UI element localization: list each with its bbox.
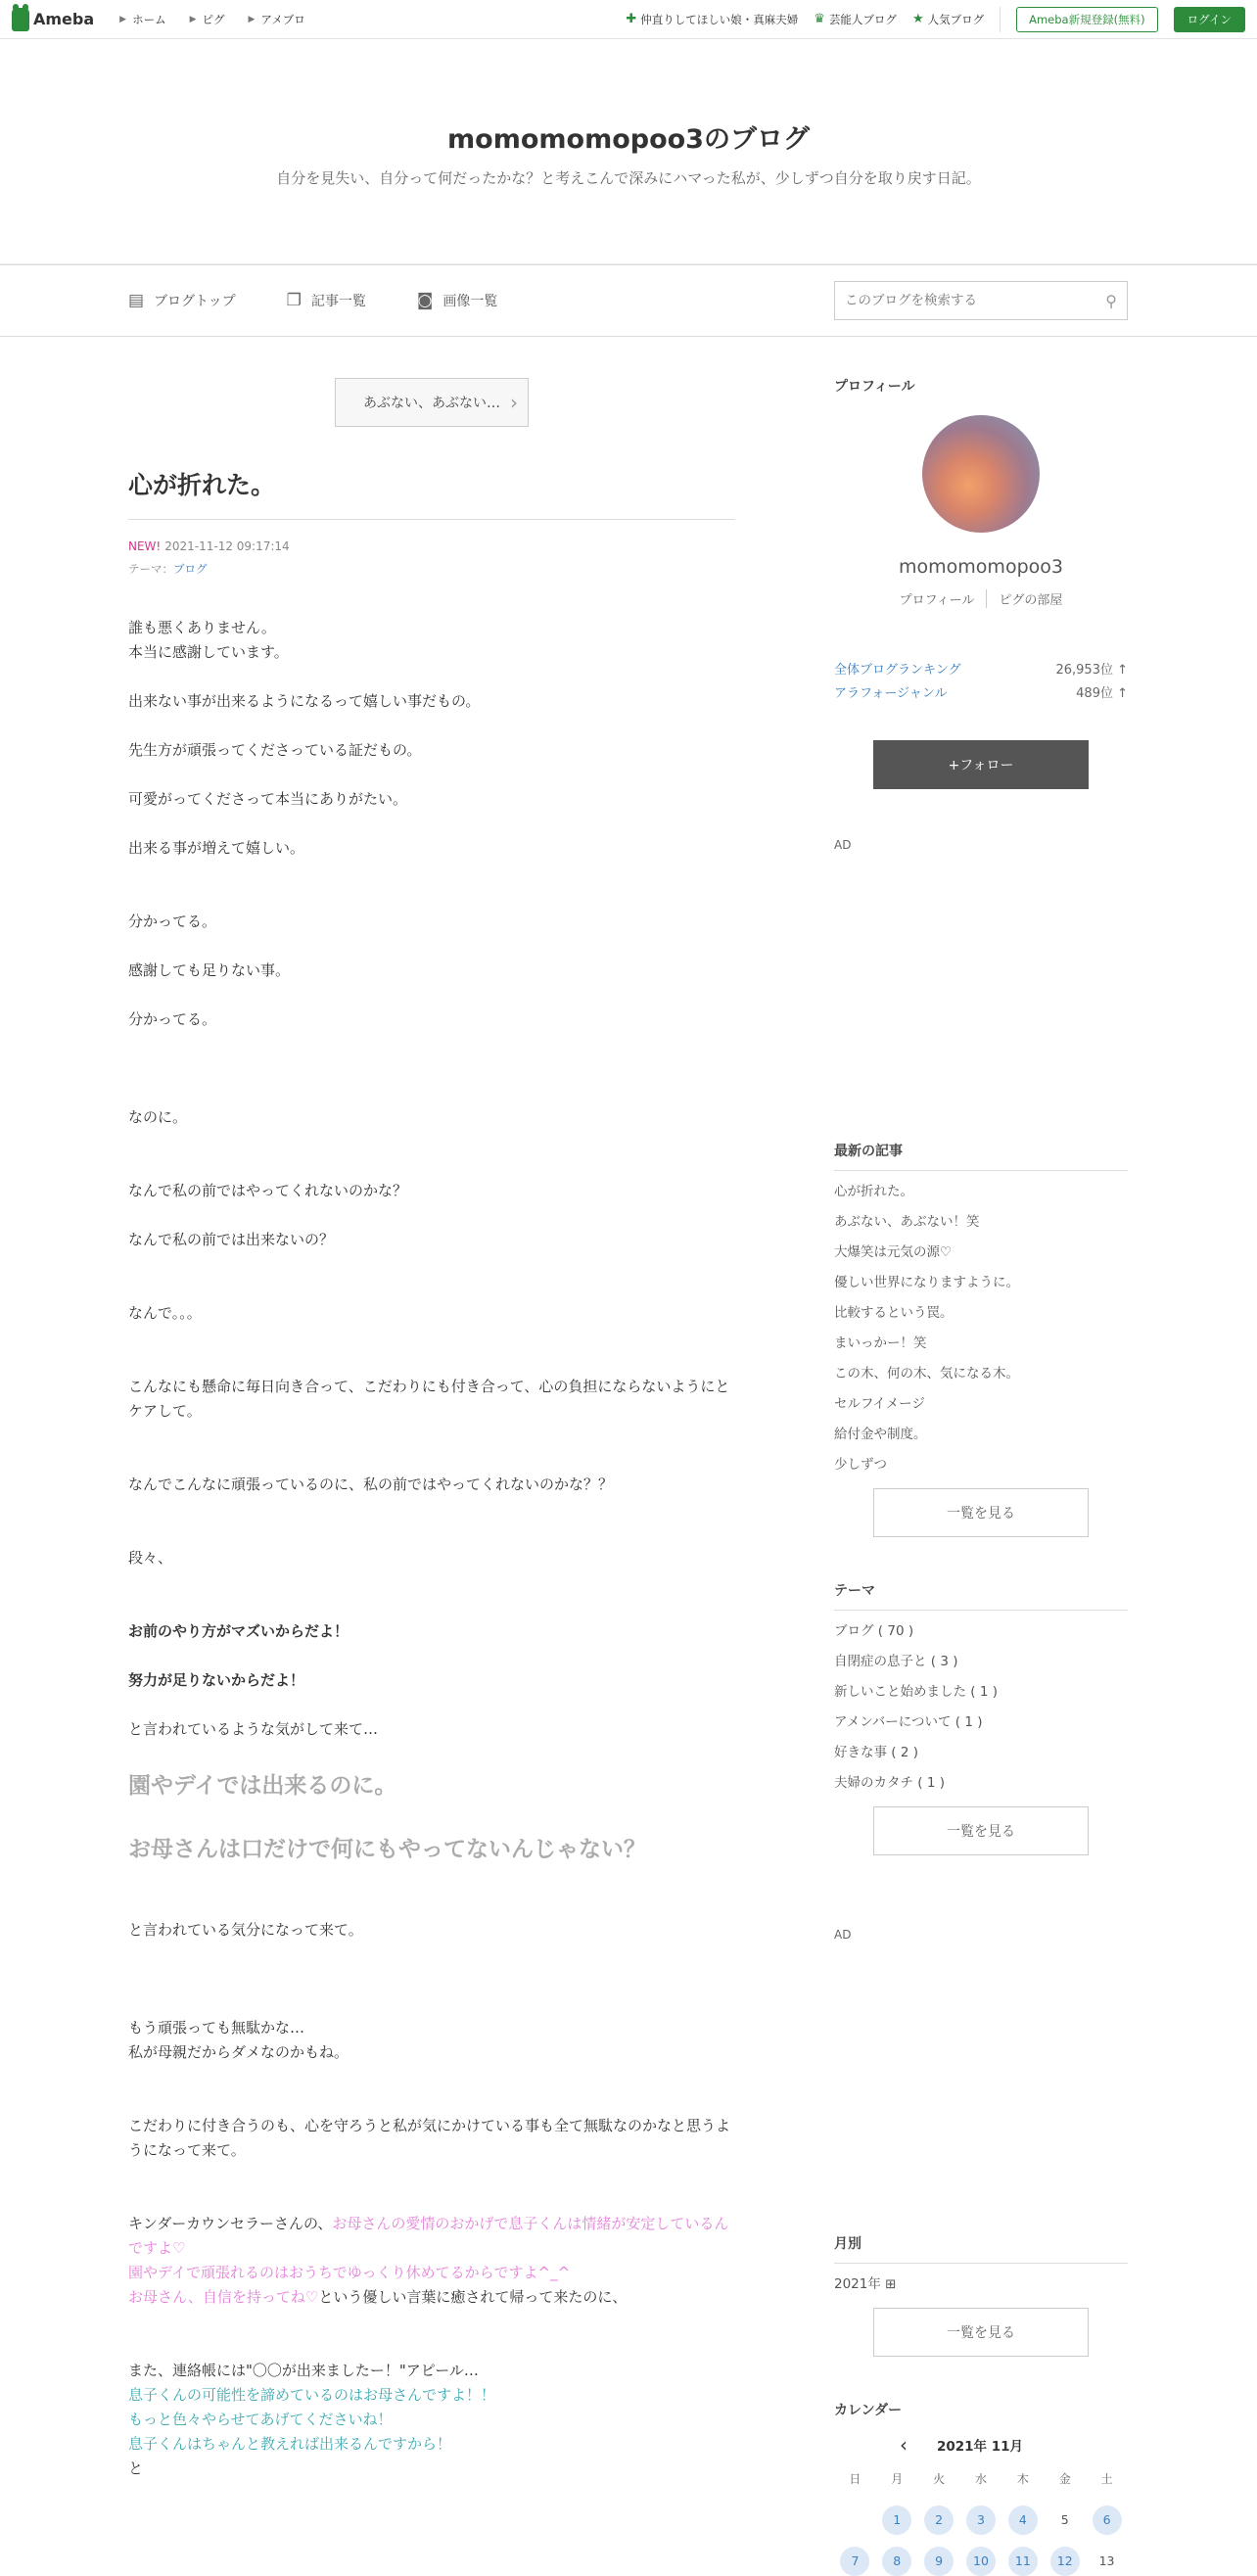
monthly-heading: 月別	[834, 2236, 861, 2252]
paragraph: と言われているような気がして来て…	[128, 1720, 379, 1738]
monthly-more-button[interactable]: 一覧を見る	[873, 2308, 1089, 2357]
calendar-day[interactable]	[876, 2547, 918, 2576]
celebrity-blog-link[interactable]	[814, 12, 897, 27]
calendar-day-number: 7	[840, 2547, 869, 2576]
ranking-overall-link[interactable]: 全体ブログランキング	[834, 663, 961, 678]
paragraph	[128, 934, 735, 959]
ranking-value: 26,953位 ↑	[1055, 663, 1128, 678]
paragraph	[128, 1693, 735, 1717]
calendar-heading: カレンダー	[834, 2403, 903, 2418]
calendar-day-number: 13	[1098, 2553, 1115, 2568]
theme-more-button[interactable]: 一覧を見る	[873, 1806, 1089, 1855]
popular-blog-link[interactable]	[912, 12, 984, 27]
paragraph	[128, 1943, 735, 1967]
rankings	[834, 659, 1128, 701]
paragraph: お前のやり方がマズいからだよ！	[128, 1622, 349, 1640]
paragraph	[128, 2187, 735, 2212]
paragraph	[128, 1203, 735, 1228]
theme-link[interactable]: ブログ	[173, 562, 208, 576]
paragraph: もっと色々やらせてあげてくださいね！	[128, 2411, 393, 2428]
calendar-weekday: 火	[933, 2472, 946, 2486]
theme-label: テーマ：	[128, 562, 173, 576]
paragraph	[128, 1991, 735, 2016]
top-nav-pigg[interactable]	[178, 12, 237, 27]
paragraph: と	[128, 2459, 144, 2477]
paragraph	[128, 885, 735, 910]
calendar-day-number: 1	[882, 2506, 911, 2535]
top-nav-label: アメブロ	[260, 12, 305, 26]
monthly-list	[834, 2263, 1128, 2304]
search-input[interactable]	[845, 293, 1105, 308]
profile-link[interactable]: プロフィール	[899, 593, 975, 608]
counselor-quote: お母さんの愛情のおかげで息子くんは情緒が安定しているんですよ♡	[128, 2215, 729, 2257]
paragraph	[128, 861, 735, 885]
plus-icon: ✚	[626, 12, 637, 26]
paragraph	[128, 2163, 735, 2187]
recent-article-link[interactable]: あぶない、あぶない！笑	[834, 1214, 980, 1230]
paragraph: 可愛がってくださって本当にありがたい。	[128, 790, 408, 808]
recent-more-button[interactable]: 一覧を見る	[873, 1488, 1089, 1537]
paragraph: なんで。。。	[128, 1304, 202, 1322]
recent-heading: 最新の記事	[834, 1144, 903, 1159]
ranking-genre-link[interactable]: アラフォージャンル	[834, 686, 948, 701]
paragraph	[128, 1154, 735, 1179]
top-nav-ameblo[interactable]	[237, 12, 317, 27]
monthly-item[interactable]	[834, 2273, 1128, 2304]
calendar-day-number: 11	[1008, 2547, 1038, 2576]
calendar-weekday: 日	[849, 2472, 861, 2486]
top-nav-label: ピグ	[202, 12, 225, 26]
calendar-day[interactable]	[834, 2547, 876, 2576]
counselor-text: という優しい言葉に癒されて帰って来たのに、	[318, 2288, 628, 2306]
top-nav-label: ホーム	[132, 12, 166, 26]
top-nav-home[interactable]	[108, 12, 177, 27]
blog-search	[834, 281, 1128, 320]
article-date: 2021-11-12 09:17:14	[164, 539, 290, 553]
theme-link[interactable]: 新しいこと始めました ( 1 )	[834, 1684, 998, 1700]
paragraph: 園やデイでは出来るのに。	[128, 1773, 397, 1799]
nav-image-list[interactable]	[417, 291, 498, 310]
paragraph	[128, 1130, 735, 1154]
calendar-day-number: 10	[966, 2547, 996, 2576]
article-title[interactable]: 心が折れた。	[128, 466, 735, 520]
paragraph	[128, 1595, 735, 1619]
calendar-day-number: 4	[1008, 2506, 1038, 2535]
chevron-left-icon[interactable]: ‹	[899, 2433, 908, 2457]
top-right	[626, 7, 1245, 32]
calendar-day[interactable]	[960, 2506, 1002, 2535]
paragraph: と言われている気分になって来て。	[128, 1921, 363, 1939]
calendar-day[interactable]	[918, 2506, 960, 2535]
recent-list	[834, 1170, 1128, 1484]
crown-icon: ♛	[814, 12, 825, 26]
calendar-day-number: 2	[924, 2506, 954, 2535]
calendar-day[interactable]	[1001, 2547, 1044, 2576]
paragraph	[128, 1252, 735, 1277]
paragraph	[128, 1570, 735, 1595]
paragraph: 分かってる。	[128, 1010, 217, 1028]
paragraph	[128, 1424, 735, 1448]
paragraph	[128, 714, 735, 738]
article-body	[128, 616, 735, 2212]
paragraph: 先生方が頑張ってくださっている証だもの。	[128, 741, 422, 759]
paragraph	[128, 1277, 735, 1301]
profile-name[interactable]: momomomopoo3	[899, 556, 1063, 578]
paragraph	[128, 2065, 735, 2089]
main-column	[128, 337, 735, 2481]
calendar-weekday: 月	[891, 2472, 904, 2486]
paragraph	[128, 1350, 735, 1375]
recent-article-link[interactable]: 心が折れた。	[834, 1184, 913, 1199]
theme-link[interactable]: ブログ ( 70 )	[834, 1623, 914, 1639]
theme-link[interactable]: 好きな事 ( 2 )	[834, 1745, 918, 1760]
theme-link[interactable]: 夫婦のカタチ ( 1 )	[834, 1775, 945, 1791]
paragraph	[128, 1326, 735, 1350]
paragraph: もう頑張っても無駄かな…	[128, 2019, 305, 2037]
paragraph	[128, 763, 735, 787]
expand-icon[interactable]: ⊞	[880, 2276, 897, 2292]
register-button[interactable]: Ameba新規登録(無料)	[1016, 7, 1157, 32]
calendar-day-number: 8	[882, 2547, 911, 2576]
nav-label: 記事一覧	[310, 294, 366, 309]
ameba-logo[interactable]	[12, 8, 94, 31]
ad-label: AD	[834, 838, 852, 852]
paragraph: 段々、	[128, 1549, 173, 1567]
paragraph: 私が母親だからダメなのかもね。	[128, 2043, 349, 2061]
calendar-day[interactable]	[960, 2547, 1002, 2576]
paragraph	[128, 1056, 735, 1081]
calendar-weekday: 水	[974, 2472, 987, 2486]
recent-article-link[interactable]: 給付金や制度。	[834, 1427, 927, 1442]
theme-list	[834, 1610, 1128, 1803]
counselor-text: キンダーカウンセラーさんの、	[128, 2215, 333, 2232]
paragraph: お母さんは口だけで何にもやってないんじゃない？	[128, 1837, 646, 1862]
recent-article-link[interactable]: まいっかー！笑	[834, 1335, 927, 1351]
star-icon: ★	[911, 12, 924, 26]
recent-article-link[interactable]: 比較するという罠。	[834, 1305, 954, 1321]
article-theme	[128, 561, 735, 577]
ad-label: AD	[834, 1928, 852, 1942]
nav-label: 画像一覧	[442, 294, 498, 309]
paragraph	[128, 1869, 735, 1894]
prev-article-button[interactable]	[335, 378, 529, 427]
calendar-day-number: 12	[1050, 2547, 1080, 2576]
theme-link[interactable]: 自閉症の息子と ( 3 )	[834, 1654, 958, 1669]
paragraph: 息子くんはちゃんと教えれば出来るんですから！	[128, 2435, 452, 2453]
paragraph: 出来ない事が出来るようになるって嬉しい事だもの。	[128, 692, 481, 710]
paragraph: なんで私の前では出来ないの？	[128, 1231, 335, 1248]
calendar-day[interactable]	[918, 2547, 960, 2576]
paragraph	[128, 1742, 735, 1766]
calendar-day-number: 6	[1093, 2506, 1122, 2535]
calendar-day-number: 5	[1060, 2512, 1069, 2527]
recent-article-link[interactable]: 大爆笑は元気の源♡	[834, 1244, 953, 1260]
counselor-paragraph	[128, 2212, 735, 2310]
theme-heading: テーマ	[834, 1583, 875, 1599]
chevron-right-icon: ▶	[119, 14, 127, 24]
ranking-value: 489位 ↑	[1076, 686, 1128, 701]
ranking-row	[834, 682, 1128, 701]
calendar-day-number: 9	[924, 2547, 954, 2576]
featured-link[interactable]	[626, 12, 798, 27]
calendar-grid	[834, 2464, 1128, 2576]
profile-links	[834, 589, 1128, 608]
paragraph: なのに。	[128, 1108, 188, 1126]
ranking-row	[834, 659, 1128, 678]
recent-article-link[interactable]: この木、何の木、気になる木。	[834, 1366, 1019, 1382]
avatar[interactable]	[922, 415, 1040, 533]
calendar-day-number: 3	[966, 2506, 996, 2535]
nav-label: ブログトップ	[154, 294, 236, 309]
celebrity-blog-label: 芸能人ブログ	[828, 12, 897, 26]
document-icon: ▤	[128, 291, 145, 310]
copy-icon: ❐	[286, 291, 302, 310]
sidebar	[834, 337, 1128, 2576]
recent-article-link[interactable]: 優しい世界になりますように。	[834, 1275, 1019, 1290]
paragraph	[128, 1032, 735, 1056]
monthly-year: 2021年	[834, 2276, 881, 2292]
ameba-logo-icon	[12, 8, 29, 31]
paragraph	[128, 1497, 735, 1522]
counselor-quote: 園やデイで頑張れるのはおうちでゆっくり休めてるからですよ^_^	[128, 2264, 571, 2281]
content	[0, 337, 1257, 2568]
nav-article-list[interactable]	[287, 291, 366, 310]
paragraph: 感謝しても足りない事。	[128, 961, 291, 979]
top-nav	[108, 12, 317, 27]
calendar-day	[1044, 2506, 1086, 2535]
blog-title[interactable]: momomomopoo3のブログ	[447, 124, 810, 155]
blog-nav	[0, 264, 1257, 337]
popular-blog-label: 人気ブログ	[927, 12, 985, 26]
new-badge: NEW!	[128, 539, 162, 553]
featured-link-label: 仲直りしてほしい娘・真麻夫婦	[640, 12, 799, 26]
prev-article-label: あぶない、あぶない…	[363, 396, 500, 411]
calendar-weekday: 土	[1100, 2472, 1113, 2486]
paragraph	[128, 1805, 735, 1830]
calendar-weekday: 木	[1016, 2472, 1029, 2486]
calendar-day[interactable]	[1086, 2506, 1128, 2535]
chevron-right-icon: ▶	[248, 14, 256, 24]
paragraph	[128, 1522, 735, 1546]
follow-button[interactable]: +フォロー	[873, 740, 1089, 789]
paragraph	[128, 1081, 735, 1105]
login-button[interactable]: ログイン	[1174, 7, 1245, 32]
recent-article-link[interactable]: セルフイメージ	[834, 1396, 925, 1412]
nav-blog-top[interactable]	[128, 291, 236, 310]
blog-description: 自分を見失い、自分って何だったかな？と考えこんで深みにハマった私が、少しずつ自分を取り戻す日記。	[276, 169, 981, 187]
article-meta	[128, 539, 735, 553]
chevron-right-icon: ›	[510, 391, 518, 414]
calendar-day	[1086, 2547, 1128, 2576]
article-tail	[128, 2359, 735, 2481]
paragraph	[128, 1448, 735, 1473]
blog-header	[0, 39, 1257, 264]
paragraph	[128, 665, 735, 689]
paragraph: 出来る事が増えて嬉しい。	[128, 839, 305, 857]
paragraph: 分かってる。	[128, 913, 217, 930]
paragraph: 努力が足りないからだよ！	[128, 1671, 305, 1689]
logo-text: Ameba	[33, 10, 95, 28]
counselor-quote: お母さん、自信を持ってね♡	[128, 2288, 319, 2306]
calendar-month: 2021年 11月	[936, 2439, 1024, 2455]
paragraph: なんでこんなに頑張っているのに、私の前ではやってくれないのかな？？	[128, 1475, 614, 1493]
camera-icon: ◙	[416, 291, 434, 310]
chevron-right-icon: ▶	[189, 14, 197, 24]
paragraph	[128, 1967, 735, 1991]
recent-article-link[interactable]: 少しずつ	[834, 1457, 887, 1473]
paragraph: こんなにも懸命に毎日向き合って、こだわりにも付き合って、心の負担にならないようにとケアして。	[128, 1378, 730, 1420]
calendar-header	[834, 2433, 1128, 2457]
paragraph	[128, 812, 735, 836]
paragraph: また、連絡帳には"〇〇が出来ましたー！"アピール…	[128, 2362, 479, 2379]
profile-heading: プロフィール	[834, 379, 915, 395]
search-icon[interactable]: ⚲	[1105, 291, 1117, 310]
paragraph	[128, 1644, 735, 1668]
paragraph: 息子くんの可能性を諦めているのはお母さんですよ！！	[128, 2386, 496, 2404]
calendar-day[interactable]	[1001, 2506, 1044, 2535]
calendar-day[interactable]	[1044, 2547, 1086, 2576]
paragraph: こだわりに付き合うのも、心を守ろうと私が気にかけている事も全て無駄なのかなと思うようになって来て。	[128, 2117, 731, 2159]
paragraph: 誰も悪くありません。	[128, 619, 276, 636]
divider	[1000, 7, 1001, 32]
calendar-day[interactable]	[876, 2506, 918, 2535]
paragraph: 本当に感謝しています。	[128, 643, 289, 661]
theme-link[interactable]: アメンバーについて ( 1 )	[834, 1714, 983, 1730]
calendar-day	[834, 2506, 876, 2535]
pigg-room-link[interactable]: ピグの部屋	[986, 589, 1074, 608]
paragraph	[128, 983, 735, 1007]
paragraph	[128, 1894, 735, 1918]
article-counselor	[128, 2212, 735, 2359]
paragraph	[128, 2089, 735, 2114]
calendar-weekday: 金	[1058, 2472, 1071, 2486]
paragraph: なんで私の前ではやってくれないのかな？	[128, 1182, 408, 1199]
calendar	[834, 2433, 1128, 2576]
top-bar	[0, 0, 1257, 39]
